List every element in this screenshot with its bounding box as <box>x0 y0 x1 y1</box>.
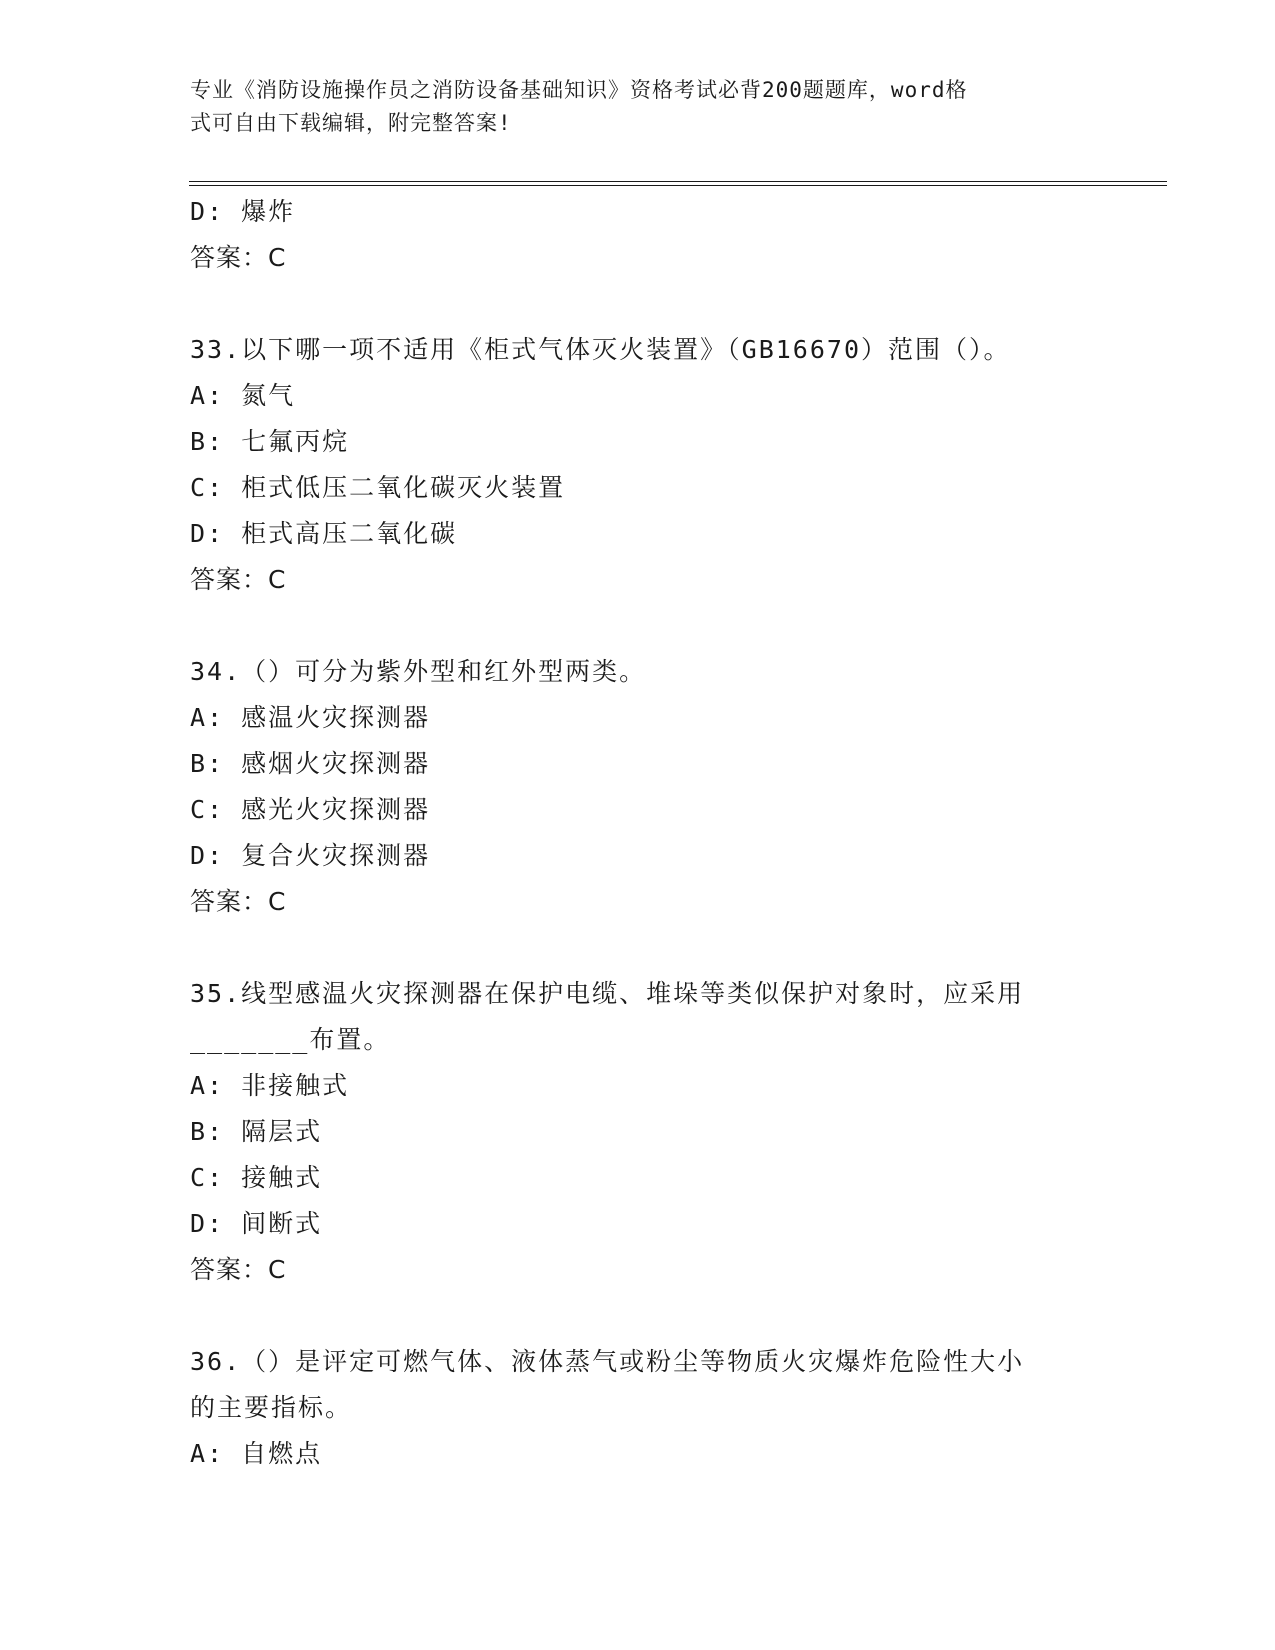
header-line-1: 专业《消防设施操作员之消防设备基础知识》资格考试必背200题题库，word格 <box>190 78 968 102</box>
spacer <box>190 925 1090 971</box>
header-divider-bottom <box>189 185 1167 186</box>
spacer <box>190 603 1090 649</box>
header-divider-top <box>189 181 1167 182</box>
answer-previous: 答案：C <box>190 243 287 272</box>
question-36 <box>190 1339 1090 1477</box>
option-d-previous: D: 爆炸 <box>190 197 296 226</box>
option-a: A: 感温火灾探测器 <box>190 703 431 732</box>
option-c: C: 感光火灾探测器 <box>190 795 431 824</box>
option-c: C: 柜式低压二氧化碳灭火装置 <box>190 473 566 502</box>
option-d: D: 柜式高压二氧化碳 <box>190 519 458 548</box>
question-stem-line-2: 的主要指标。 <box>190 1393 353 1422</box>
question-list <box>190 189 1090 1477</box>
document-header <box>190 74 1070 140</box>
question-stem-line-2: _______布置。 <box>190 1025 391 1054</box>
option-c: C: 接触式 <box>190 1163 323 1192</box>
option-b: B: 隔层式 <box>190 1117 323 1146</box>
option-a: A: 非接触式 <box>190 1071 350 1100</box>
option-d: D: 复合火灾探测器 <box>190 841 431 870</box>
answer: 答案：C <box>190 565 287 594</box>
option-b: B: 七氟丙烷 <box>190 427 350 456</box>
header-line-2: 式可自由下载编辑，附完整答案! <box>190 111 512 135</box>
option-b: B: 感烟火灾探测器 <box>190 749 431 778</box>
option-a: A: 自燃点 <box>190 1439 323 1468</box>
question-stem-line-1: 35.线型感温火灾探测器在保护电缆、堆垛等类似保护对象时，应采用 <box>190 979 1025 1008</box>
spacer <box>190 281 1090 327</box>
question-stem-line-1: 36.（）是评定可燃气体、液体蒸气或粉尘等物质火灾爆炸危险性大小 <box>190 1347 1025 1376</box>
question-34 <box>190 649 1090 925</box>
question-stem: 34.（）可分为紫外型和红外型两类。 <box>190 657 647 686</box>
question-33 <box>190 327 1090 603</box>
answer: 答案：C <box>190 1255 287 1284</box>
option-d: D: 间断式 <box>190 1209 323 1238</box>
spacer <box>190 1293 1090 1339</box>
answer: 答案：C <box>190 887 287 916</box>
option-a: A: 氮气 <box>190 381 296 410</box>
question-stem: 33.以下哪一项不适用《柜式气体灭火装置》（GB16670）范围（）。 <box>190 335 1011 364</box>
question-35 <box>190 971 1090 1293</box>
